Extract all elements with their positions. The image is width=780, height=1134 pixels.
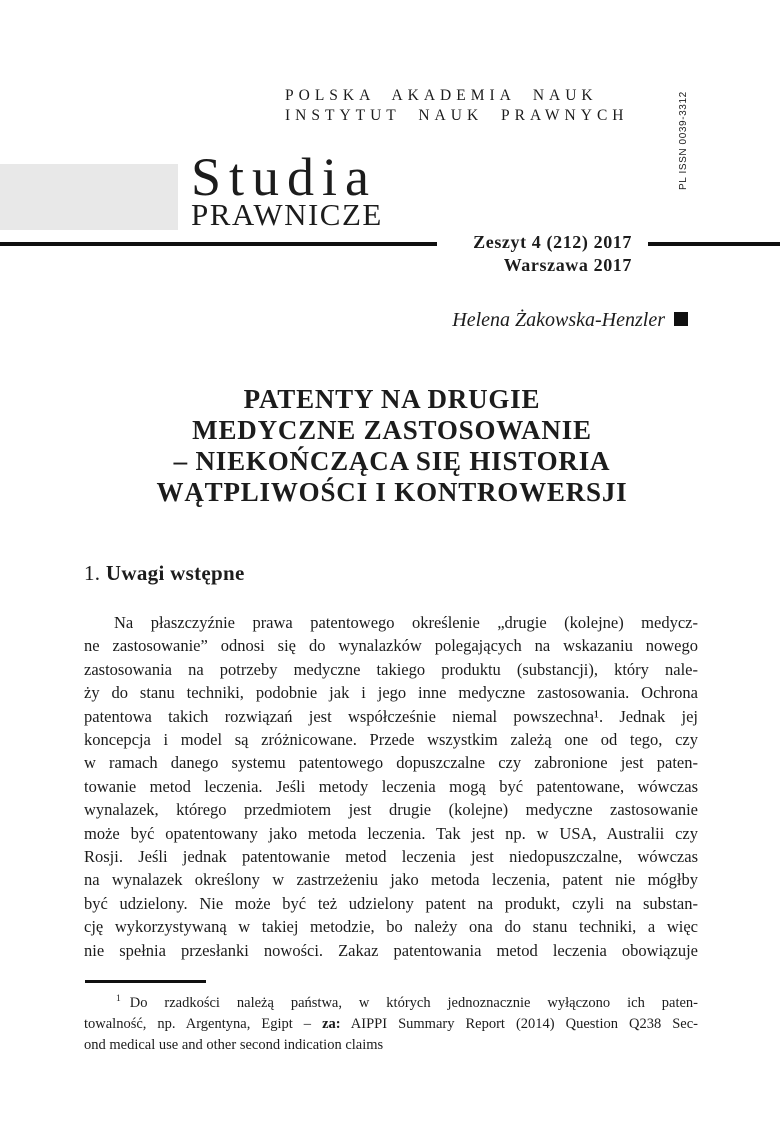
body-line: koncepcja i model są zróżnicowane. Przede wszystkim zależą one od tego, czy: [84, 730, 698, 750]
horizontal-rule-right: [648, 242, 780, 246]
body-line: ne zastosowanie” odnosi się do wynalazków polegających na wskazaniu nowego: [84, 636, 698, 656]
body-line: Na płaszczyźnie prawa patentowego określenie „drugie (kolejne) medycz-: [114, 613, 698, 632]
section-number: 1.: [84, 561, 101, 585]
body-line: nie spełnia przesłanki nowości. Zakaz patentowania metod leczenia obowiązuje: [84, 940, 698, 960]
journal-title-prawnicze: PRAWNICZE: [191, 197, 383, 232]
footnote-line: [84, 1014, 698, 1035]
footnote-text: AIPPI Summary Report (2014) Question Q238 Sec-: [340, 1015, 698, 1032]
body-line: wynalazek, którego przedmiotem jest drugie (kolejne) medyczne zastosowanie: [84, 800, 698, 820]
body-line: może być opatentowany jako metoda leczenia. Tak jest np. w USA, Australii czy: [84, 823, 698, 843]
footnote-text: ond medical use and other second indication claims: [84, 1036, 384, 1053]
footnote-text: towalność, np. Argentyna, Egipt –: [84, 1015, 323, 1032]
article-title-line: MEDYCZNE ZASTOSOWANIE: [192, 415, 592, 445]
body-line: Rosji. Jeśli jednak patentowanie metod leczenia jest niedopuszczalne, wówczas: [84, 847, 698, 867]
publisher-line-2: INSTYTUT NAUK PRAWNYCH: [285, 107, 629, 124]
body-line: w ramach danego systemu patentowego dopuszczalne czy zabronione jest paten-: [84, 753, 698, 773]
footnote-line: [84, 989, 698, 1014]
footnote-separator-rule: [85, 980, 206, 983]
article-title-line: PATENTY NA DRUGIE: [243, 384, 541, 414]
author-name: Helena Żakowska-Henzler: [452, 309, 665, 331]
body-line: być udzielony. Nie może być też udzielony patent na produkt, czyli na substan-: [84, 893, 698, 913]
journal-title-studia: Studia: [191, 147, 378, 207]
footnote-marker: 1: [116, 994, 121, 1004]
masthead-gray-block: [0, 164, 178, 230]
author-marker-square-icon: [674, 312, 688, 326]
footnote: [84, 989, 698, 1056]
body-line: towanie metod leczenia. Jeśli metody leczenia mogą być patentowane, wówczas: [84, 776, 698, 796]
publisher-header: [285, 86, 628, 126]
article-title-line: WĄTPLIWOŚCI I KONTROWERSJI: [156, 477, 628, 507]
section-heading: [84, 561, 245, 586]
footnote-text: Do rzadkości należą państwa, w których jednoznacznie wyłączono ich paten-: [129, 994, 698, 1011]
article-title: [85, 384, 699, 508]
body-line: patentowa takich rozwiązań jest współcześnie niemal powszechna¹. Jednak jej: [84, 706, 698, 726]
body-line: na wynalazek określony w zastrzeżeniu jako metoda leczenia, patent nie mógłby: [84, 870, 698, 890]
issn-vertical-label: PL ISSN 0039-3312: [678, 91, 689, 190]
issue-place-year: Warszawa 2017: [503, 254, 632, 275]
body-line: cję wykorzystywaną w takiej metodzie, bo należy ona do stanu techniki, a więc: [84, 917, 698, 937]
body-line: zastosowania na potrzeby medyczne takiego produktu (substancji), który nale-: [84, 659, 698, 679]
publisher-line-1: POLSKA AKADEMIA NAUK: [285, 87, 598, 104]
article-title-line: – NIEKOŃCZĄCA SIĘ HISTORIA: [173, 446, 611, 476]
footnote-text-bold: za:: [322, 1015, 341, 1032]
body-line: ży do stanu techniki, podobnie jak i jego inne medyczne zastosowania. Ochrona: [84, 683, 698, 703]
author-line: [288, 309, 688, 332]
body-paragraph: [84, 611, 698, 962]
issue-info: [332, 231, 632, 276]
footnote-line: [84, 1035, 698, 1056]
section-title: Uwagi wstępne: [105, 561, 245, 585]
issue-number: Zeszyt 4 (212) 2017: [473, 232, 632, 252]
